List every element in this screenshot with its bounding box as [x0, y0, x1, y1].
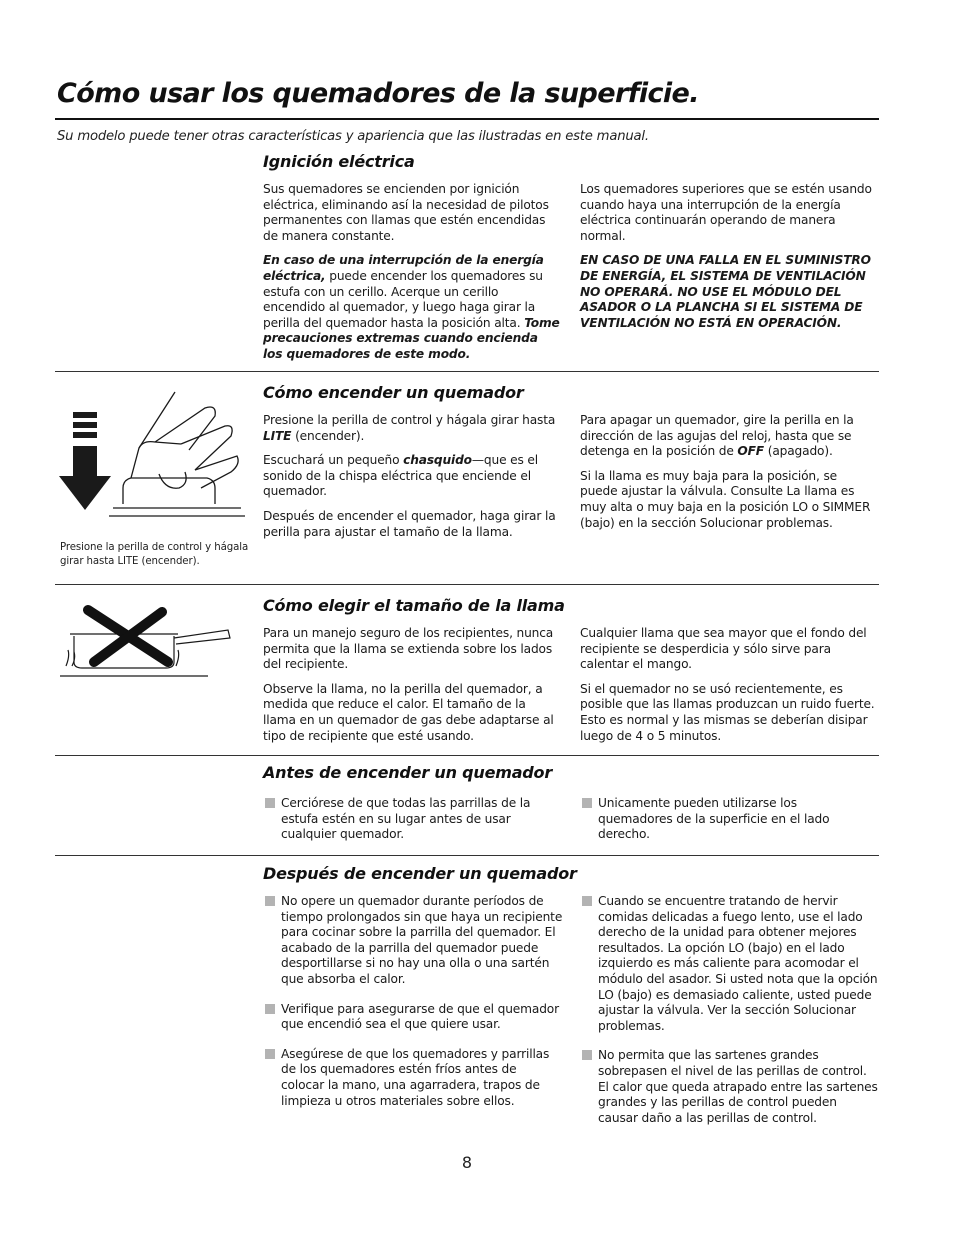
encender-left-p2-end: —que es el sonido de la chispa eléctrica que enciende el quemador.	[263, 453, 539, 499]
despues-left-column	[263, 894, 563, 1118]
knob-press-illustration	[55, 384, 245, 524]
encender-left-p3: Después de encender el quemador, haga girar la perilla para ajustar el tamaño de la llama.	[263, 508, 556, 539]
encender-right-p2: Si la llama es muy baja para la posición, se puede ajustar la válvula. Consulte La llama es muy alta o muy baja en la posición LO o SIMMER (bajo) en la sección Solucionar problemas.	[580, 468, 871, 530]
encender-left-p1-text: Presione la perilla de control y hágala girar hasta	[263, 413, 556, 427]
ignicion-left-p2-text: puede encender los quemadores su estufa con un cerillo. Acerque un cerillo encendido al quemador, y luego haga girar la perilla del quemador hasta la posición alta.	[263, 268, 543, 330]
ignicion-left-p1: Sus quemadores se encienden por ignición eléctrica, eliminando así la necesidad de pilotos permanentes con llamas que estén encendidas de manera constante.	[263, 182, 549, 243]
list-item: Verifique para asegurarse de que el quemador que encendió sea el que quiere usar.	[263, 1002, 563, 1033]
ignicion-right-p1: Los quemadores superiores que se estén usando cuando haya una interrupción de la energía eléctrica continuarán operando de manera normal.	[580, 182, 872, 243]
list-item: Unicamente pueden utilizarse los quemadores de la superficie en el lado derecho.	[580, 796, 850, 843]
encender-right-p1-text: Para apagar un quemador, gire la perilla en la dirección de las agujas del reloj, hasta que se detenga en la posición de	[580, 413, 854, 459]
ignicion-left-column	[263, 182, 561, 372]
ignicion-left-p2-warning: Tome precauciones extremas cuando encienda los quemadores de este modo.	[263, 315, 560, 361]
encender-off-label: OFF	[737, 444, 764, 459]
ignicion-right-warning: EN CASO DE UNA FALLA EN EL SUMINISTRO DE ENERGÍA, EL SISTEMA DE VENTILACIÓN NO OPERARÁ. NO USE EL MÓDULO DEL ASADOR O LA PLANCHA SI EL SISTEMA DE VENTILACIÓN NO ESTÁ EN OPERACIÓN.	[580, 253, 871, 330]
ignicion-right-column	[580, 182, 878, 340]
tamano-right-p2: Si el quemador no se usó recientemente, es posible que las llamas produzcan un ruido fuerte. Esto es normal y las mismas se deberían disipar luego de 4 o 5 minutos.	[580, 681, 875, 743]
knob-illustration-caption: Presione la perilla de control y hágala girar hasta LITE (encender).	[60, 542, 249, 567]
heading-tamano: Cómo elegir el tamaño de la llama	[263, 596, 565, 615]
ignicion-left-p2-bold: En caso de una interrupción de la energía eléctrica,	[263, 253, 544, 283]
encender-right-p1-end: (apagado).	[763, 444, 833, 459]
encender-left-p1-end: (encender).	[291, 428, 365, 443]
heading-despues: Después de encender un quemador	[263, 864, 577, 883]
section-divider	[55, 755, 879, 756]
tamano-left-p2: Observe la llama, no la perilla del quemador, a medida que reduce el calor. El tamaño de la llama en un quemador de gas debe adaptarse al tipo de recipiente que esté usando.	[263, 681, 554, 743]
despues-right-column	[580, 894, 880, 1135]
encender-right-p1	[580, 413, 878, 460]
list-item: No opere un quemador durante períodos de tiempo prolongados sin que haya un recipiente para cocinar sobre la parrilla del quemador. El acabado de la parrilla del quemador puede desportillarse si no hay una olla o una sartén que absorba el calor.	[263, 894, 563, 988]
title-rule	[55, 118, 879, 120]
encender-left-p2	[263, 453, 561, 500]
section-divider	[55, 855, 879, 856]
pan-flame-illustration	[58, 600, 238, 682]
tamano-left-column	[263, 626, 561, 753]
heading-ignicion: Ignición eléctrica	[263, 152, 415, 171]
tamano-right-column	[580, 626, 878, 753]
list-item: No permita que las sartenes grandes sobrepasen el nivel de las perillas de control. El calor que queda atrapado entre las sartenes grandes y las perillas de control pueden causar daño a las perillas de control.	[580, 1048, 880, 1126]
heading-antes: Antes de encender un quemador	[263, 763, 553, 782]
encender-chasquido: chasquido	[403, 453, 472, 468]
list-item: Cuando se encuentre tratando de hervir comidas delicadas a fuego lento, use el lado derecho de la unidad para obtener mejores resultados. La opción LO (bajo) en el lado izquierdo es más caliente para acomodar el módulo del asador. Si usted nota que la opción LO (bajo) es demasiado caliente, usted puede ajustar la válvula. Ver la sección Solucionar problemas.	[580, 894, 880, 1034]
list-item: Asegúrese de que los quemadores y parrillas de los quemadores estén fríos antes de colocar la mano, una agarradera, trapos de limpieza u otros materiales sobre ellos.	[263, 1047, 563, 1109]
prohibited-x-icon	[88, 610, 168, 662]
antes-left-column	[263, 796, 533, 852]
encender-left-p2-text: Escuchará un pequeño	[263, 453, 404, 468]
page-title: Cómo usar los quemadores de la superficie.	[57, 78, 699, 109]
encender-lite-label: LITE	[263, 428, 292, 443]
heading-encender: Cómo encender un quemador	[263, 383, 524, 402]
antes-right-column	[580, 796, 850, 852]
encender-right-column	[580, 413, 878, 540]
hand-knob-icon	[109, 392, 245, 516]
tamano-right-p1: Cualquier llama que sea mayor que el fondo del recipiente se desperdicia y sólo sirve para calentar el mango.	[580, 626, 867, 672]
ignicion-left-p2	[263, 253, 561, 362]
list-item: Cerciórese de que todas las parrillas de la estufa estén en su lugar antes de usar cualquier quemador.	[263, 796, 533, 843]
encender-left-p1	[263, 413, 561, 444]
section-divider	[55, 371, 879, 372]
down-arrow-icon	[59, 412, 111, 510]
page-subtitle: Su modelo puede tener otras características y apariencia que las ilustradas en este manual.	[57, 129, 649, 144]
section-divider	[55, 584, 879, 585]
encender-left-column	[263, 413, 561, 549]
tamano-left-p1: Para un manejo seguro de los recipientes, nunca permita que la llama se extienda sobre los lados del recipiente.	[263, 626, 554, 672]
page-number: 8	[461, 1153, 473, 1172]
